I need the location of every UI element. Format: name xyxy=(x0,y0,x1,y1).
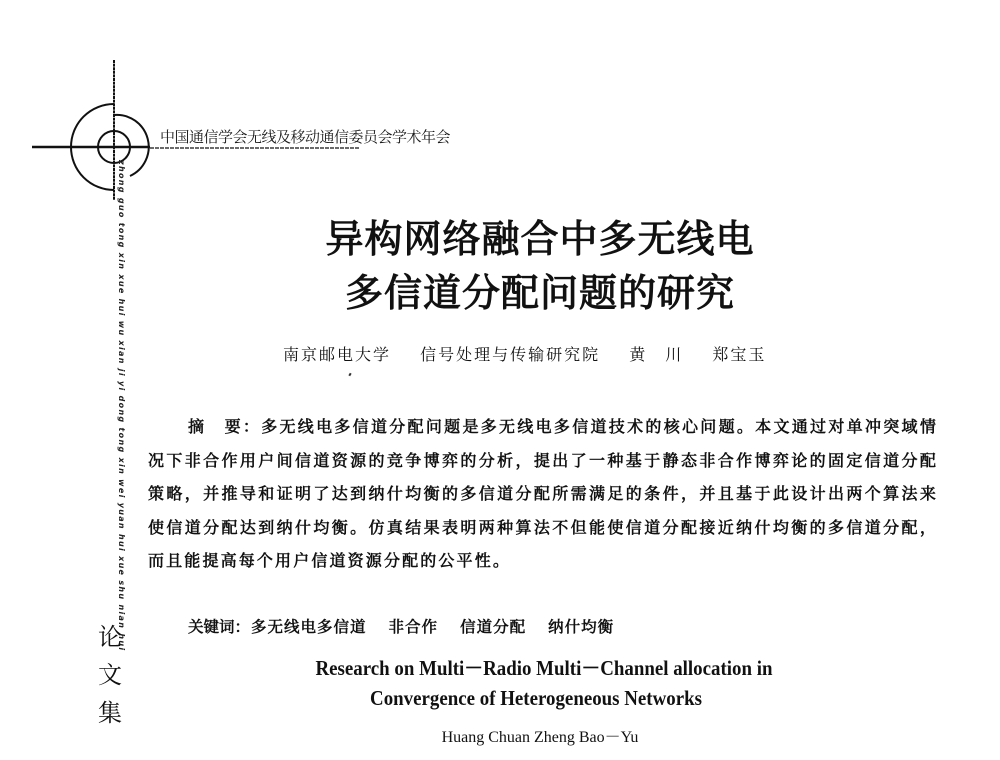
side-label-char: 论 xyxy=(98,623,122,651)
keyword: 信道分配 xyxy=(460,617,527,636)
author-name: 黄 川 xyxy=(629,345,684,364)
keyword: 多无线电多信道 xyxy=(251,617,367,636)
paper-title-en-line-2: Convergence of Heterogeneous Networks xyxy=(370,686,702,710)
abstract xyxy=(148,410,938,578)
institute: 信号处理与传输研究院 xyxy=(420,345,601,364)
side-pinyin-text: zhong guo tong xin xue hui wu xian ji yi dong tong xin wei yuan hui xue shu nian hui xyxy=(117,160,126,652)
keyword: 非合作 xyxy=(388,617,439,636)
abstract-separator: ： xyxy=(242,417,262,436)
paper-title-en-line-1: Research on Multi－Radio Multi－Channel allocation in xyxy=(315,656,773,680)
side-label-char: 集 xyxy=(98,699,122,727)
paper-title-cn-line-1: 异构网络融合中多无线电 xyxy=(325,217,755,261)
university: 南京邮电大学 xyxy=(283,345,392,364)
abstract-text: 多无线电多信道分配问题是多无线电多信道技术的核心问题。本文通过对单冲突域情况下非合作用户间信道资源的竞争博弈的分析，提出了一种基于静态非合作博弈论的固定信道分配策略，并推导和证明了达到纳什均衡的多信道分配所需满足的条件，并且基于此设计出两个算法来使信道分配达到纳什均衡。仿真结果表明两种算法不但能使信道分配接近纳什均衡的多信道分配，而且能提高每个用户信道资源分配的公平性。 xyxy=(148,417,938,570)
keyword: 纳什均衡 xyxy=(548,617,615,636)
keywords xyxy=(188,615,636,637)
abstract-label: 摘 要 xyxy=(188,417,243,436)
author-name: 郑宝玉 xyxy=(712,345,767,364)
keywords-separator: ： xyxy=(234,617,252,636)
side-label-char: 文 xyxy=(98,661,122,689)
paper-title-cn-line-2: 多信道分配问题的研究 xyxy=(344,271,735,315)
paper-authors-en: Huang Chuan Zheng Bao－Yu xyxy=(441,729,639,746)
keywords-label: 关键词 xyxy=(188,618,235,636)
affiliation-line xyxy=(283,342,788,365)
conference-header: 中国通信学会无线及移动通信委员会学术年会 xyxy=(160,128,451,146)
